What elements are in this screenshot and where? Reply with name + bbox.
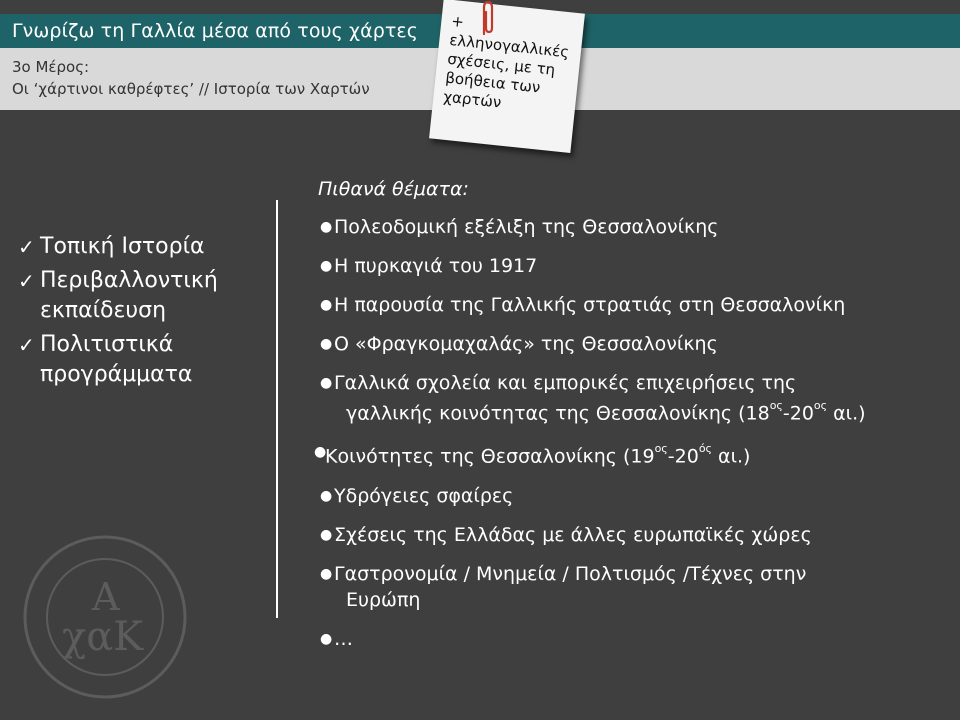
- topic-text: Ο «Φραγκομαχαλάς» της Θεσσαλονίκης: [334, 333, 718, 355]
- topic-text: Σχέσεις της Ελλάδας με άλλες ευρωπαϊκές χώρες: [334, 523, 812, 546]
- bullet-icon: ●: [320, 487, 333, 504]
- topic-item: [318, 370, 938, 426]
- topic-text-continued: Ευρώπη: [346, 588, 421, 611]
- subtitle-heading: Οι ‘χάρτινοι καθρέφτες’ // Ιστορία των Χαρτών: [12, 80, 370, 98]
- topic-item: [318, 292, 938, 318]
- topics-list: [314, 176, 938, 665]
- topic-item: [314, 439, 938, 469]
- bullet-icon: ●: [320, 258, 333, 274]
- topic-item: [318, 331, 938, 357]
- topic-item: [318, 214, 938, 240]
- checkmark-icon: ✓: [18, 333, 35, 357]
- topic-text: Πολεοδομική εξέλιξη της Θεσσαλονίκης: [334, 216, 719, 238]
- check-item-label: Τοπική Ιστορία: [40, 234, 205, 259]
- bullet-icon: ●: [320, 565, 333, 582]
- topic-text: Η πυρκαγιά του 1917: [334, 255, 538, 277]
- check-item: [18, 232, 268, 262]
- topics-heading: Πιθανά θέματα:: [318, 178, 469, 200]
- topic-text: αι.): [712, 445, 751, 468]
- topic-text: Κοινότητες της Θεσσαλονίκης (19: [325, 445, 655, 468]
- sticky-note: [429, 0, 585, 153]
- logo-letter: Α: [92, 575, 120, 619]
- topic-text: Η παρουσία της Γαλλικής στρατιάς στη Θεσσαλονίκη: [334, 294, 846, 316]
- bullet-icon: ●: [320, 219, 333, 235]
- bullet-icon: ●: [314, 444, 327, 461]
- topic-text: -20: [782, 402, 814, 425]
- topic-text: Γαλλικά σχολεία και εμπορικές επιχειρήσεις της: [334, 372, 797, 394]
- checkmark-icon: ✓: [18, 235, 35, 259]
- sticky-note-text: + ελληνογαλλικές σχέσεις, με τη βοήθεια των χαρτών: [442, 11, 571, 112]
- topic-item: [318, 253, 938, 279]
- checklist: [18, 232, 268, 394]
- bullet-icon: ●: [320, 336, 333, 352]
- topic-item: [318, 483, 938, 509]
- check-item-label: Πολιτιστικά προγράμματα: [40, 332, 193, 387]
- ordinal-suffix: ος: [769, 399, 783, 412]
- page-title: Γνωρίζω τη Γαλλία μέσα από τους χάρτες: [12, 20, 419, 42]
- topic-item: [318, 561, 938, 613]
- topic-text: -20: [667, 445, 699, 468]
- topic-item: [318, 522, 938, 548]
- check-item: [18, 330, 268, 390]
- bullet-icon: ●: [320, 375, 333, 391]
- ordinal-suffix: ος: [813, 399, 828, 412]
- subtitle-part: 3ο Μέρος:: [12, 58, 90, 76]
- ordinal-suffix: ός: [698, 442, 712, 456]
- paperclip-icon: [478, 0, 496, 36]
- topic-text: γαλλικής κοινότητας της Θεσσαλονίκης (18: [346, 402, 770, 425]
- school-seal-logo: [20, 532, 190, 702]
- topic-text: αι.): [827, 402, 866, 425]
- topic-text: …: [334, 627, 353, 650]
- topic-item: [318, 626, 938, 652]
- bullet-icon: ●: [320, 297, 333, 313]
- checkmark-icon: ✓: [18, 269, 35, 293]
- bullet-icon: ●: [320, 526, 333, 543]
- topic-text-continued: [334, 396, 938, 426]
- bullet-icon: ●: [320, 630, 333, 647]
- check-item-label: Περιβαλλοντική εκπαίδευση: [40, 268, 218, 323]
- ordinal-suffix: ος: [654, 442, 668, 456]
- check-item: [18, 266, 268, 326]
- topic-text: Γαστρονομία / Μνημεία / Πολτισμός /Τέχνες στην: [334, 562, 807, 585]
- vertical-divider: [276, 200, 278, 618]
- topic-text: Υδρόγειες σφαίρες: [334, 484, 514, 507]
- logo-letters: χαΚ: [62, 614, 144, 660]
